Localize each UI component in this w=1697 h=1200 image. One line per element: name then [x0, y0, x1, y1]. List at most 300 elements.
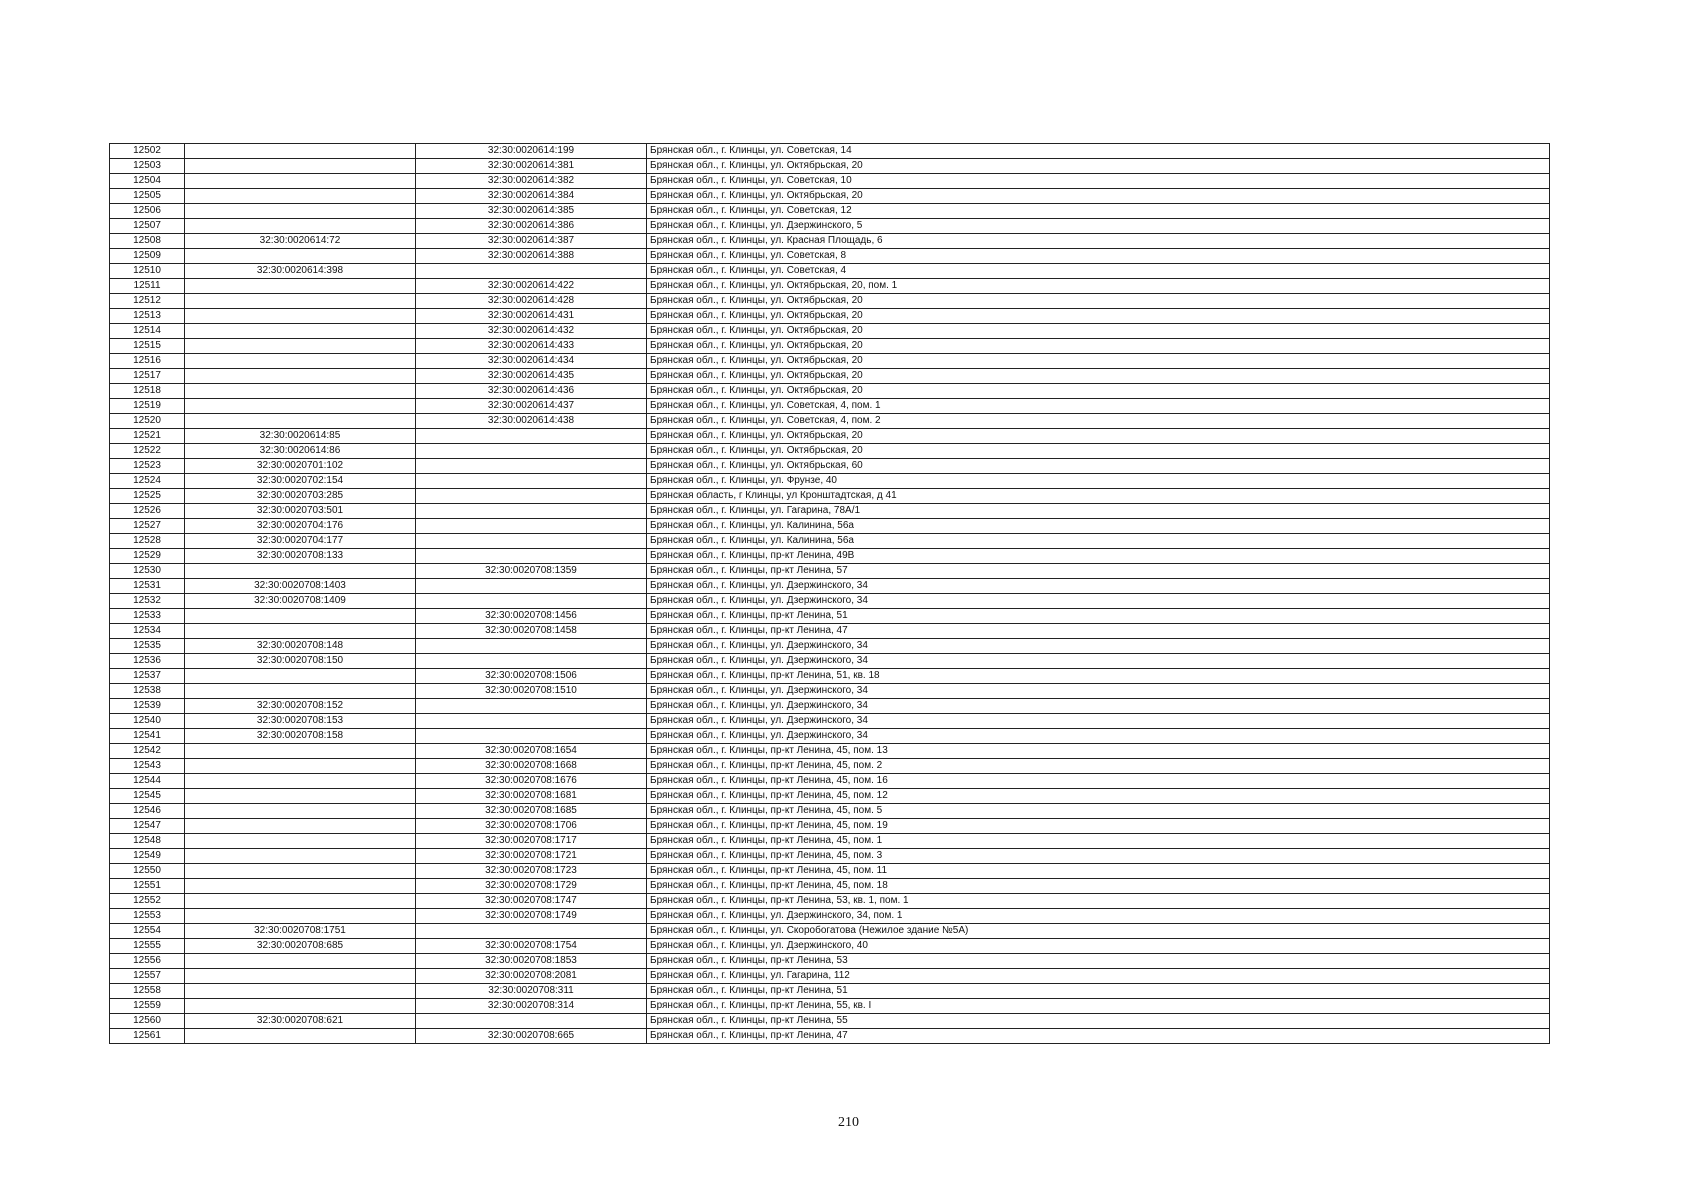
land-cadastral-cell: 32:30:0020708:153 — [185, 714, 416, 729]
row-number-cell: 12552 — [110, 894, 185, 909]
table-row — [110, 414, 1550, 429]
building-cadastral-cell: 32:30:0020708:1654 — [416, 744, 647, 759]
address-cell: Брянская обл., г. Клинцы, ул. Советская, 4, пом. 2 — [647, 414, 1550, 429]
row-number-cell: 12536 — [110, 654, 185, 669]
row-number-cell: 12537 — [110, 669, 185, 684]
address-cell: Брянская обл., г. Клинцы, ул. Дзержинского, 5 — [647, 219, 1550, 234]
row-number-cell: 12529 — [110, 549, 185, 564]
address-cell: Брянская обл., г. Клинцы, ул. Калинина, 56а — [647, 534, 1550, 549]
land-cadastral-cell — [185, 969, 416, 984]
building-cadastral-cell — [416, 429, 647, 444]
building-cadastral-cell: 32:30:0020614:422 — [416, 279, 647, 294]
building-cadastral-cell — [416, 474, 647, 489]
address-cell: Брянская обл., г. Клинцы, пр-кт Ленина, 47 — [647, 624, 1550, 639]
building-cadastral-cell — [416, 729, 647, 744]
address-cell: Брянская обл., г. Клинцы, ул. Красная Площадь, 6 — [647, 234, 1550, 249]
address-cell: Брянская обл., г. Клинцы, пр-кт Ленина, 53 — [647, 954, 1550, 969]
row-number-cell: 12519 — [110, 399, 185, 414]
row-number-cell: 12535 — [110, 639, 185, 654]
land-cadastral-cell: 32:30:0020708:685 — [185, 939, 416, 954]
address-cell: Брянская обл., г. Клинцы, ул. Октябрьская, 20 — [647, 159, 1550, 174]
land-cadastral-cell — [185, 339, 416, 354]
building-cadastral-cell — [416, 549, 647, 564]
row-number-cell: 12553 — [110, 909, 185, 924]
table-row — [110, 864, 1550, 879]
table-row — [110, 174, 1550, 189]
building-cadastral-cell: 32:30:0020614:382 — [416, 174, 647, 189]
row-number-cell: 12554 — [110, 924, 185, 939]
land-cadastral-cell: 32:30:0020708:133 — [185, 549, 416, 564]
address-cell: Брянская обл., г. Клинцы, пр-кт Ленина, 55, кв. I — [647, 999, 1550, 1014]
land-cadastral-cell — [185, 294, 416, 309]
building-cadastral-cell — [416, 264, 647, 279]
land-cadastral-cell — [185, 249, 416, 264]
address-cell: Брянская обл., г. Клинцы, пр-кт Ленина, 45, пом. 16 — [647, 774, 1550, 789]
land-cadastral-cell — [185, 399, 416, 414]
row-number-cell: 12504 — [110, 174, 185, 189]
building-cadastral-cell: 32:30:0020614:433 — [416, 339, 647, 354]
row-number-cell: 12532 — [110, 594, 185, 609]
land-cadastral-cell — [185, 354, 416, 369]
row-number-cell: 12525 — [110, 489, 185, 504]
table-row — [110, 939, 1550, 954]
building-cadastral-cell — [416, 654, 647, 669]
building-cadastral-cell: 32:30:0020614:388 — [416, 249, 647, 264]
row-number-cell: 12508 — [110, 234, 185, 249]
address-cell: Брянская обл., г. Клинцы, пр-кт Ленина, 45, пом. 1 — [647, 834, 1550, 849]
table-row — [110, 549, 1550, 564]
building-cadastral-cell: 32:30:0020614:438 — [416, 414, 647, 429]
table-row — [110, 159, 1550, 174]
row-number-cell: 12539 — [110, 699, 185, 714]
row-number-cell: 12555 — [110, 939, 185, 954]
building-cadastral-cell: 32:30:0020708:311 — [416, 984, 647, 999]
building-cadastral-cell: 32:30:0020708:314 — [416, 999, 647, 1014]
table-row — [110, 564, 1550, 579]
table-row — [110, 399, 1550, 414]
land-cadastral-cell — [185, 159, 416, 174]
building-cadastral-cell: 32:30:0020708:1668 — [416, 759, 647, 774]
building-cadastral-cell: 32:30:0020614:428 — [416, 294, 647, 309]
land-cadastral-cell: 32:30:0020703:501 — [185, 504, 416, 519]
building-cadastral-cell: 32:30:0020708:1506 — [416, 669, 647, 684]
address-cell: Брянская обл., г. Клинцы, пр-кт Ленина, 45, пом. 13 — [647, 744, 1550, 759]
table-row — [110, 999, 1550, 1014]
registry-table-body — [110, 144, 1550, 1044]
address-cell: Брянская обл., г. Клинцы, пр-кт Ленина, 51, кв. 18 — [647, 669, 1550, 684]
row-number-cell: 12533 — [110, 609, 185, 624]
building-cadastral-cell: 32:30:0020708:1853 — [416, 954, 647, 969]
table-row — [110, 459, 1550, 474]
row-number-cell: 12527 — [110, 519, 185, 534]
table-row — [110, 984, 1550, 999]
row-number-cell: 12547 — [110, 819, 185, 834]
land-cadastral-cell — [185, 309, 416, 324]
land-cadastral-cell: 32:30:0020614:72 — [185, 234, 416, 249]
address-cell: Брянская обл., г. Клинцы, ул. Дзержинского, 34 — [647, 594, 1550, 609]
table-row — [110, 369, 1550, 384]
building-cadastral-cell: 32:30:0020708:1747 — [416, 894, 647, 909]
address-cell: Брянская обл., г. Клинцы, пр-кт Ленина, 49В — [647, 549, 1550, 564]
address-cell: Брянская обл., г. Клинцы, ул. Советская, 12 — [647, 204, 1550, 219]
land-cadastral-cell — [185, 909, 416, 924]
land-cadastral-cell — [185, 999, 416, 1014]
land-cadastral-cell: 32:30:0020708:1409 — [185, 594, 416, 609]
address-cell: Брянская обл., г. Клинцы, ул. Октябрьская, 60 — [647, 459, 1550, 474]
row-number-cell: 12511 — [110, 279, 185, 294]
building-cadastral-cell — [416, 459, 647, 474]
building-cadastral-cell — [416, 924, 647, 939]
land-cadastral-cell: 32:30:0020704:176 — [185, 519, 416, 534]
row-number-cell: 12522 — [110, 444, 185, 459]
building-cadastral-cell: 32:30:0020614:437 — [416, 399, 647, 414]
table-row — [110, 954, 1550, 969]
address-cell: Брянская обл., г. Клинцы, ул. Октябрьская, 20 — [647, 444, 1550, 459]
table-row — [110, 534, 1550, 549]
address-cell: Брянская обл., г. Клинцы, ул. Советская, 4 — [647, 264, 1550, 279]
table-row — [110, 579, 1550, 594]
building-cadastral-cell: 32:30:0020708:1458 — [416, 624, 647, 639]
land-cadastral-cell: 32:30:0020708:1751 — [185, 924, 416, 939]
table-row — [110, 879, 1550, 894]
building-cadastral-cell: 32:30:0020614:432 — [416, 324, 647, 339]
building-cadastral-cell: 32:30:0020708:2081 — [416, 969, 647, 984]
land-cadastral-cell — [185, 864, 416, 879]
row-number-cell: 12518 — [110, 384, 185, 399]
registry-table-container — [109, 143, 1549, 1044]
address-cell: Брянская обл., г. Клинцы, пр-кт Ленина, 45, пом. 19 — [647, 819, 1550, 834]
table-row — [110, 309, 1550, 324]
address-cell: Брянская обл., г. Клинцы, пр-кт Ленина, 51 — [647, 984, 1550, 999]
building-cadastral-cell: 32:30:0020708:1754 — [416, 939, 647, 954]
building-cadastral-cell — [416, 714, 647, 729]
building-cadastral-cell — [416, 699, 647, 714]
building-cadastral-cell — [416, 504, 647, 519]
table-row — [110, 219, 1550, 234]
land-cadastral-cell — [185, 894, 416, 909]
row-number-cell: 12516 — [110, 354, 185, 369]
land-cadastral-cell: 32:30:0020614:85 — [185, 429, 416, 444]
building-cadastral-cell: 32:30:0020708:1729 — [416, 879, 647, 894]
row-number-cell: 12551 — [110, 879, 185, 894]
land-cadastral-cell — [185, 369, 416, 384]
address-cell: Брянская обл., г. Клинцы, ул. Октябрьская, 20 — [647, 294, 1550, 309]
land-cadastral-cell — [185, 174, 416, 189]
land-cadastral-cell — [185, 879, 416, 894]
address-cell: Брянская обл., г. Клинцы, ул. Октябрьская, 20, пом. 1 — [647, 279, 1550, 294]
address-cell: Брянская обл., г. Клинцы, ул. Дзержинского, 34, пом. 1 — [647, 909, 1550, 924]
row-number-cell: 12545 — [110, 789, 185, 804]
row-number-cell: 12509 — [110, 249, 185, 264]
table-row — [110, 909, 1550, 924]
land-cadastral-cell — [185, 144, 416, 159]
building-cadastral-cell — [416, 579, 647, 594]
row-number-cell: 12505 — [110, 189, 185, 204]
building-cadastral-cell: 32:30:0020614:431 — [416, 309, 647, 324]
land-cadastral-cell — [185, 759, 416, 774]
building-cadastral-cell: 32:30:0020614:381 — [416, 159, 647, 174]
building-cadastral-cell: 32:30:0020708:1717 — [416, 834, 647, 849]
land-cadastral-cell: 32:30:0020708:148 — [185, 639, 416, 654]
row-number-cell: 12556 — [110, 954, 185, 969]
building-cadastral-cell: 32:30:0020614:385 — [416, 204, 647, 219]
address-cell: Брянская обл., г. Клинцы, пр-кт Ленина, 45, пом. 5 — [647, 804, 1550, 819]
table-row — [110, 324, 1550, 339]
table-row — [110, 894, 1550, 909]
land-cadastral-cell: 32:30:0020614:86 — [185, 444, 416, 459]
row-number-cell: 12538 — [110, 684, 185, 699]
table-row — [110, 774, 1550, 789]
land-cadastral-cell — [185, 189, 416, 204]
table-row — [110, 654, 1550, 669]
row-number-cell: 12543 — [110, 759, 185, 774]
land-cadastral-cell: 32:30:0020708:150 — [185, 654, 416, 669]
row-number-cell: 12520 — [110, 414, 185, 429]
address-cell: Брянская обл., г. Клинцы, ул. Дзержинского, 34 — [647, 714, 1550, 729]
table-row — [110, 669, 1550, 684]
building-cadastral-cell: 32:30:0020614:386 — [416, 219, 647, 234]
land-cadastral-cell: 32:30:0020708:621 — [185, 1014, 416, 1029]
table-row — [110, 609, 1550, 624]
building-cadastral-cell — [416, 534, 647, 549]
table-row — [110, 699, 1550, 714]
table-row — [110, 624, 1550, 639]
row-number-cell: 12534 — [110, 624, 185, 639]
land-cadastral-cell — [185, 1029, 416, 1044]
table-row — [110, 519, 1550, 534]
table-row — [110, 504, 1550, 519]
land-cadastral-cell — [185, 774, 416, 789]
building-cadastral-cell — [416, 444, 647, 459]
land-cadastral-cell — [185, 564, 416, 579]
address-cell: Брянская обл., г. Клинцы, ул. Октябрьская, 20 — [647, 429, 1550, 444]
building-cadastral-cell: 32:30:0020708:665 — [416, 1029, 647, 1044]
row-number-cell: 12512 — [110, 294, 185, 309]
land-cadastral-cell — [185, 819, 416, 834]
land-cadastral-cell — [185, 744, 416, 759]
table-row — [110, 804, 1550, 819]
land-cadastral-cell — [185, 804, 416, 819]
table-row — [110, 339, 1550, 354]
table-row — [110, 189, 1550, 204]
row-number-cell: 12548 — [110, 834, 185, 849]
building-cadastral-cell: 32:30:0020708:1685 — [416, 804, 647, 819]
address-cell: Брянская обл., г. Клинцы, ул. Дзержинского, 40 — [647, 939, 1550, 954]
table-row — [110, 204, 1550, 219]
building-cadastral-cell: 32:30:0020614:199 — [416, 144, 647, 159]
table-row — [110, 639, 1550, 654]
building-cadastral-cell: 32:30:0020708:1456 — [416, 609, 647, 624]
row-number-cell: 12524 — [110, 474, 185, 489]
building-cadastral-cell: 32:30:0020614:384 — [416, 189, 647, 204]
land-cadastral-cell — [185, 849, 416, 864]
land-cadastral-cell: 32:30:0020614:398 — [185, 264, 416, 279]
row-number-cell: 12521 — [110, 429, 185, 444]
table-row — [110, 789, 1550, 804]
land-cadastral-cell — [185, 684, 416, 699]
building-cadastral-cell: 32:30:0020708:1510 — [416, 684, 647, 699]
address-cell: Брянская обл., г. Клинцы, ул. Дзержинского, 34 — [647, 654, 1550, 669]
address-cell: Брянская обл., г. Клинцы, ул. Октябрьская, 20 — [647, 339, 1550, 354]
row-number-cell: 12557 — [110, 969, 185, 984]
building-cadastral-cell: 32:30:0020708:1749 — [416, 909, 647, 924]
address-cell: Брянская обл., г. Клинцы, ул. Фрунзе, 40 — [647, 474, 1550, 489]
address-cell: Брянская обл., г. Клинцы, ул. Гагарина, 78А/1 — [647, 504, 1550, 519]
table-row — [110, 729, 1550, 744]
address-cell: Брянская обл., г. Клинцы, ул. Дзержинского, 34 — [647, 729, 1550, 744]
table-row — [110, 714, 1550, 729]
table-row — [110, 264, 1550, 279]
address-cell: Брянская обл., г. Клинцы, пр-кт Ленина, 45, пом. 2 — [647, 759, 1550, 774]
page-number: 210 — [838, 1115, 859, 1130]
address-cell: Брянская обл., г. Клинцы, пр-кт Ленина, 45, пом. 3 — [647, 849, 1550, 864]
land-cadastral-cell — [185, 384, 416, 399]
land-cadastral-cell: 32:30:0020702:154 — [185, 474, 416, 489]
address-cell: Брянская обл., г. Клинцы, ул. Октябрьская, 20 — [647, 354, 1550, 369]
address-cell: Брянская обл., г. Клинцы, ул. Октябрьская, 20 — [647, 189, 1550, 204]
address-cell: Брянская обл., г. Клинцы, пр-кт Ленина, 55 — [647, 1014, 1550, 1029]
row-number-cell: 12528 — [110, 534, 185, 549]
land-cadastral-cell — [185, 834, 416, 849]
row-number-cell: 12542 — [110, 744, 185, 759]
address-cell: Брянская обл., г. Клинцы, ул. Гагарина, 112 — [647, 969, 1550, 984]
building-cadastral-cell: 32:30:0020708:1706 — [416, 819, 647, 834]
address-cell: Брянская обл., г. Клинцы, пр-кт Ленина, 57 — [647, 564, 1550, 579]
table-row — [110, 249, 1550, 264]
address-cell: Брянская обл., г. Клинцы, ул. Дзержинского, 34 — [647, 684, 1550, 699]
land-cadastral-cell: 32:30:0020704:177 — [185, 534, 416, 549]
building-cadastral-cell — [416, 519, 647, 534]
building-cadastral-cell: 32:30:0020708:1721 — [416, 849, 647, 864]
address-cell: Брянская обл., г. Клинцы, ул. Октябрьская, 20 — [647, 309, 1550, 324]
row-number-cell: 12517 — [110, 369, 185, 384]
address-cell: Брянская обл., г. Клинцы, ул. Октябрьская, 20 — [647, 384, 1550, 399]
row-number-cell: 12546 — [110, 804, 185, 819]
address-cell: Брянская обл., г. Клинцы, пр-кт Ленина, 45, пом. 12 — [647, 789, 1550, 804]
land-cadastral-cell — [185, 609, 416, 624]
table-row — [110, 294, 1550, 309]
building-cadastral-cell — [416, 1014, 647, 1029]
registry-table — [109, 143, 1550, 1044]
land-cadastral-cell — [185, 414, 416, 429]
table-row — [110, 384, 1550, 399]
land-cadastral-cell — [185, 324, 416, 339]
row-number-cell: 12510 — [110, 264, 185, 279]
address-cell: Брянская обл., г. Клинцы, пр-кт Ленина, 53, кв. 1, пом. 1 — [647, 894, 1550, 909]
table-row — [110, 759, 1550, 774]
land-cadastral-cell — [185, 984, 416, 999]
address-cell: Брянская обл., г. Клинцы, пр-кт Ленина, 45, пом. 18 — [647, 879, 1550, 894]
address-cell: Брянская обл., г. Клинцы, ул. Советская, 4, пом. 1 — [647, 399, 1550, 414]
table-row — [110, 594, 1550, 609]
building-cadastral-cell: 32:30:0020708:1359 — [416, 564, 647, 579]
address-cell: Брянская обл., г. Клинцы, пр-кт Ленина, 47 — [647, 1029, 1550, 1044]
land-cadastral-cell — [185, 219, 416, 234]
row-number-cell: 12526 — [110, 504, 185, 519]
building-cadastral-cell: 32:30:0020708:1723 — [416, 864, 647, 879]
table-row — [110, 354, 1550, 369]
land-cadastral-cell — [185, 789, 416, 804]
table-row — [110, 444, 1550, 459]
land-cadastral-cell — [185, 204, 416, 219]
row-number-cell: 12515 — [110, 339, 185, 354]
row-number-cell: 12550 — [110, 864, 185, 879]
row-number-cell: 12513 — [110, 309, 185, 324]
address-cell: Брянская обл., г. Клинцы, ул. Советская, 10 — [647, 174, 1550, 189]
land-cadastral-cell — [185, 954, 416, 969]
building-cadastral-cell: 32:30:0020614:434 — [416, 354, 647, 369]
table-row — [110, 924, 1550, 939]
table-row — [110, 744, 1550, 759]
land-cadastral-cell: 32:30:0020701:102 — [185, 459, 416, 474]
row-number-cell: 12544 — [110, 774, 185, 789]
building-cadastral-cell: 32:30:0020614:435 — [416, 369, 647, 384]
table-row — [110, 234, 1550, 249]
address-cell: Брянская обл., г. Клинцы, ул. Октябрьская, 20 — [647, 324, 1550, 339]
row-number-cell: 12560 — [110, 1014, 185, 1029]
table-row — [110, 849, 1550, 864]
row-number-cell: 12503 — [110, 159, 185, 174]
building-cadastral-cell — [416, 594, 647, 609]
land-cadastral-cell — [185, 279, 416, 294]
address-cell: Брянская обл., г. Клинцы, ул. Дзержинского, 34 — [647, 639, 1550, 654]
row-number-cell: 12523 — [110, 459, 185, 474]
table-row — [110, 279, 1550, 294]
table-row — [110, 819, 1550, 834]
row-number-cell: 12540 — [110, 714, 185, 729]
address-cell: Брянская обл., г. Клинцы, пр-кт Ленина, 51 — [647, 609, 1550, 624]
land-cadastral-cell: 32:30:0020703:285 — [185, 489, 416, 504]
row-number-cell: 12549 — [110, 849, 185, 864]
building-cadastral-cell: 32:30:0020708:1676 — [416, 774, 647, 789]
building-cadastral-cell: 32:30:0020708:1681 — [416, 789, 647, 804]
address-cell: Брянская обл., г. Клинцы, ул. Скоробогатова (Нежилое здание №5А) — [647, 924, 1550, 939]
row-number-cell: 12507 — [110, 219, 185, 234]
row-number-cell: 12558 — [110, 984, 185, 999]
row-number-cell: 12514 — [110, 324, 185, 339]
address-cell: Брянская обл., г. Клинцы, пр-кт Ленина, 45, пом. 11 — [647, 864, 1550, 879]
table-row — [110, 144, 1550, 159]
address-cell: Брянская обл., г. Клинцы, ул. Советская, 8 — [647, 249, 1550, 264]
building-cadastral-cell: 32:30:0020614:436 — [416, 384, 647, 399]
table-row — [110, 474, 1550, 489]
row-number-cell: 12559 — [110, 999, 185, 1014]
table-row — [110, 834, 1550, 849]
building-cadastral-cell: 32:30:0020614:387 — [416, 234, 647, 249]
row-number-cell: 12530 — [110, 564, 185, 579]
land-cadastral-cell: 32:30:0020708:152 — [185, 699, 416, 714]
table-row — [110, 489, 1550, 504]
address-cell: Брянская обл., г. Клинцы, ул. Советская, 14 — [647, 144, 1550, 159]
row-number-cell: 12541 — [110, 729, 185, 744]
address-cell: Брянская область, г Клинцы, ул Кронштадтская, д 41 — [647, 489, 1550, 504]
table-row — [110, 1014, 1550, 1029]
land-cadastral-cell: 32:30:0020708:158 — [185, 729, 416, 744]
row-number-cell: 12561 — [110, 1029, 185, 1044]
table-row — [110, 429, 1550, 444]
table-row — [110, 684, 1550, 699]
row-number-cell: 12506 — [110, 204, 185, 219]
land-cadastral-cell — [185, 669, 416, 684]
table-row — [110, 969, 1550, 984]
row-number-cell: 12502 — [110, 144, 185, 159]
address-cell: Брянская обл., г. Клинцы, ул. Октябрьская, 20 — [647, 369, 1550, 384]
building-cadastral-cell — [416, 639, 647, 654]
address-cell: Брянская обл., г. Клинцы, ул. Калинина, 56а — [647, 519, 1550, 534]
building-cadastral-cell — [416, 489, 647, 504]
address-cell: Брянская обл., г. Клинцы, ул. Дзержинского, 34 — [647, 699, 1550, 714]
table-row — [110, 1029, 1550, 1044]
